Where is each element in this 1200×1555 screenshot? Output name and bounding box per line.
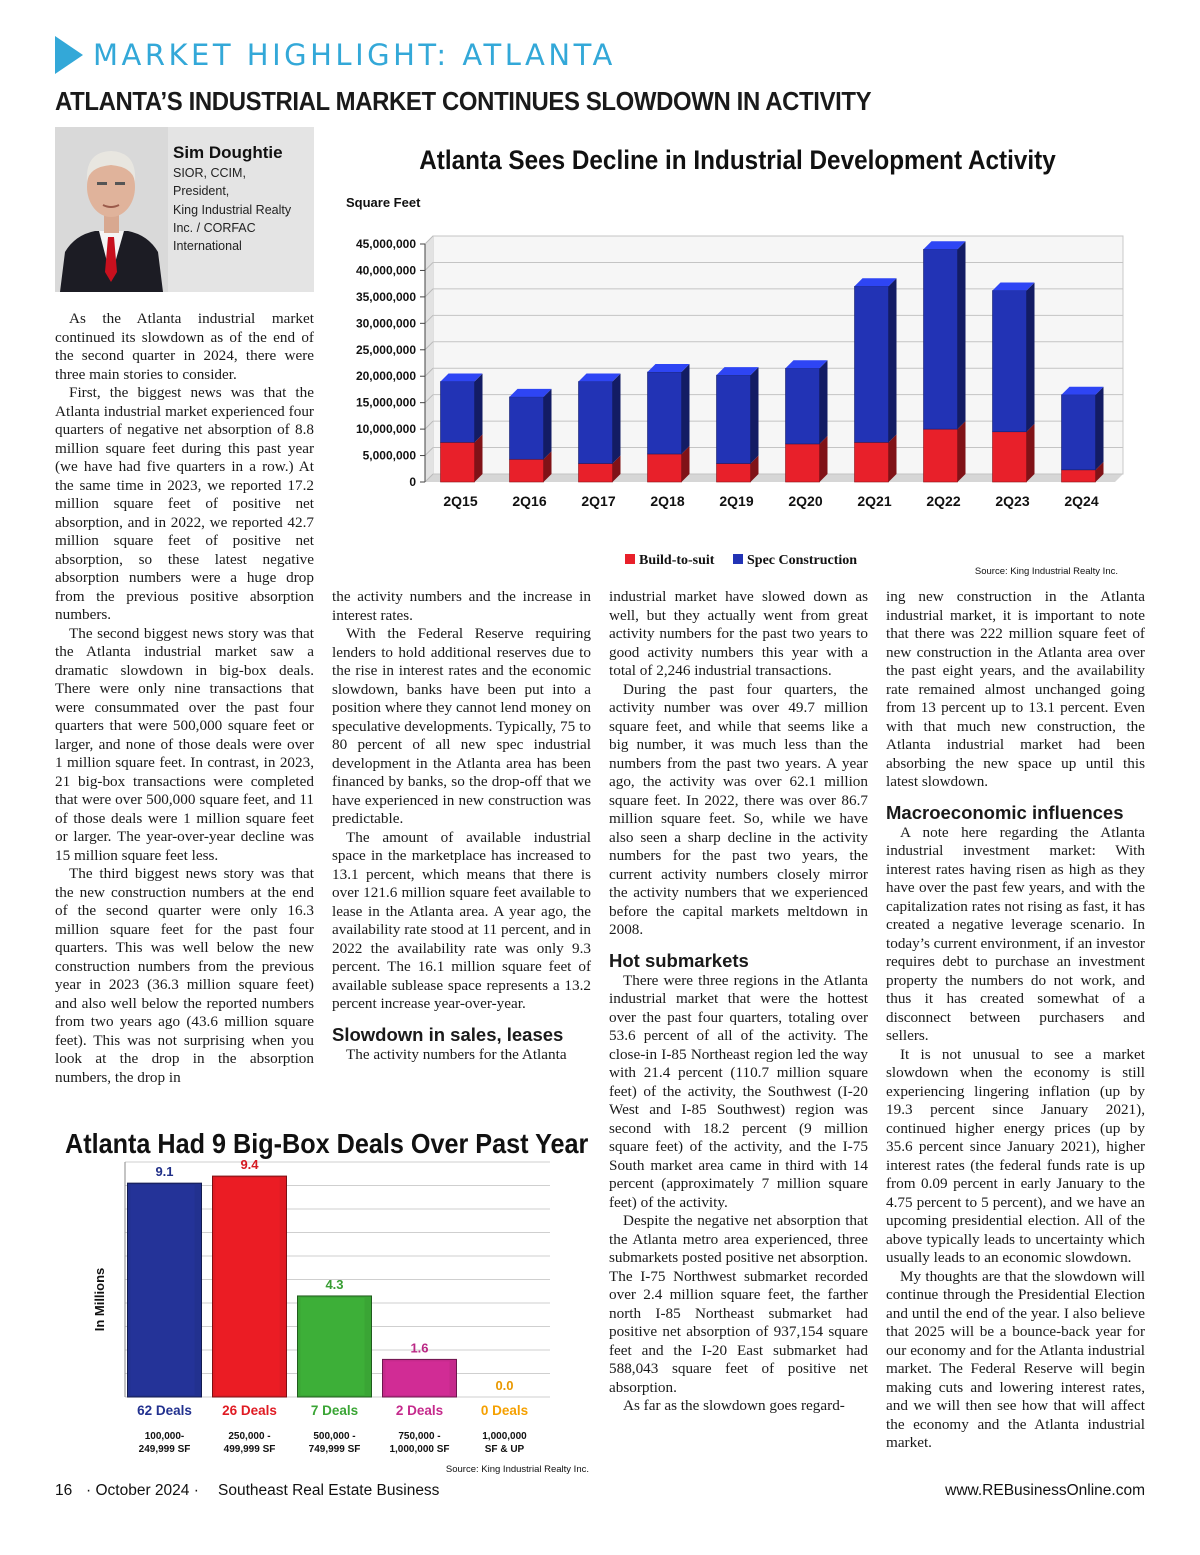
y-tick-label: 0 bbox=[409, 475, 416, 489]
x-tick-label: SF & UP bbox=[484, 1444, 525, 1455]
bar-segment-build-to-suit bbox=[993, 432, 1027, 482]
development-activity-chart bbox=[330, 140, 1145, 580]
bar-segment-spec-construction bbox=[717, 375, 751, 463]
x-tick-label: 250,000 - bbox=[228, 1431, 271, 1442]
bar-segment-side bbox=[1096, 387, 1104, 470]
article-column-4 bbox=[886, 588, 1145, 1453]
deal-count-label: 2 Deals bbox=[395, 1403, 444, 1418]
bar-segment-spec-construction bbox=[648, 372, 682, 454]
y-tick-label: 45,000,000 bbox=[355, 237, 416, 251]
bar-segment-side bbox=[889, 278, 897, 442]
paragraph: The third biggest news story was that the new construction numbers at the end of the second quarter were only 16.3 million square feet for the past four quarters. This was well below the new construction numbers from the previous year in 2023 (36.3 million square feet) and also well below the reported numbers from two years ago (43.6 million square feet). This was not surprising when you look at the drop in the absorption numbers, the drop in bbox=[55, 865, 314, 1086]
paragraph: Despite the negative net absorption that the Atlanta metro area experienced, three submarkets posted positive net absorption. The I-75 Northwest submarket recorded over 2.4 million square feet, the farther north I-85 Northeast submarket had positive net absorption of 937,154 square feet and the I-20 East submarket had 588,043 square feet of positive net absorption. bbox=[609, 1212, 868, 1396]
article-column-3 bbox=[609, 588, 868, 1416]
section-header bbox=[55, 36, 616, 74]
bar-segment-build-to-suit bbox=[648, 454, 682, 482]
y-tick-label: 35,000,000 bbox=[355, 289, 416, 304]
paragraph: With the Federal Reserve requiring lenders to hold additional reserves due to the rise in interest rates and the economic slowdown, banks have been put into a position where they cannot lend money on speculative developments. Typically, 75 to 80 percent of all new spec industrial development in the Atlanta area has been financed by banks, so the drop-off that we have experienced in new construction was predictable. bbox=[332, 625, 591, 827]
value-label: 0.0 bbox=[495, 1378, 514, 1393]
article-column-2 bbox=[332, 588, 591, 1064]
paragraph: the activity numbers and the increase in interest rates. bbox=[332, 588, 591, 624]
bar-segment-side bbox=[751, 367, 759, 463]
subheading: Macroeconomic influences bbox=[886, 801, 1124, 823]
bar-segment-spec-construction bbox=[786, 368, 820, 444]
x-tick-label: 2Q16 bbox=[512, 493, 547, 509]
y-tick-label: 25,000,000 bbox=[355, 342, 416, 357]
legend-swatch bbox=[733, 554, 743, 564]
bar-segment-spec-construction bbox=[579, 382, 613, 464]
author-credential-line: SIOR, CCIM, bbox=[173, 166, 246, 180]
y-tick-label: 40,000,000 bbox=[355, 263, 416, 278]
bar-segment-side bbox=[1027, 283, 1035, 432]
x-tick-label: 500,000 - bbox=[313, 1431, 356, 1442]
bar-segment-side bbox=[475, 374, 483, 443]
paragraph: It is not unusual to see a market slowdown when the economy is still experiencing lingering inflation (up by 19.3 percent since January 2021), continued higher energy prices (up by 35.6 percent since January 2021), higher interest rates (the federal funds rate is up from 0.09 percent in early January to the 4.75 percent to 5 percent), and we have an upcoming presidential election. All of the above typically leads to uncertainty which usually leads to an economic slowdown. bbox=[886, 1045, 1145, 1266]
value-label: 9.1 bbox=[155, 1164, 174, 1180]
deal-count-label: 7 Deals bbox=[310, 1403, 359, 1418]
legend-label: Build-to-suit bbox=[639, 553, 715, 568]
paragraph: ing new construction in the Atlanta industrial market, it is important to note that there was 222 million square feet of new construction in the Atlanta area over the past eight years, and the availability rate remained almost unchanged going from 13 percent up to 13.1 percent. Even with that much new construction, the Atlanta industrial market had been absorbing the new space up until this latest slowdown. bbox=[886, 588, 1145, 790]
bar-highlight bbox=[301, 1298, 365, 1395]
chart-source: Source: King Industrial Realty Inc. bbox=[445, 1464, 589, 1475]
chart-source: Source: King Industrial Realty Inc. bbox=[974, 566, 1118, 577]
paragraph: As far as the slowdown goes regard- bbox=[623, 1397, 845, 1414]
bar-segment-build-to-suit bbox=[855, 442, 889, 482]
headline: ATLANTA’S INDUSTRIAL MARKET CONTINUES SLOWDOWN IN ACTIVITY bbox=[55, 86, 872, 116]
website: www.REBusinessOnline.com bbox=[945, 1482, 1145, 1499]
x-tick-label: 2Q19 bbox=[719, 493, 754, 509]
deal-count-label: 0 Deals bbox=[480, 1403, 529, 1418]
x-tick-label: 2Q17 bbox=[581, 493, 616, 509]
bar-segment-side bbox=[958, 241, 966, 429]
subheading: Hot submarkets bbox=[609, 949, 749, 971]
section-label: MARKET HIGHLIGHT: ATLANTA bbox=[93, 38, 616, 72]
issue-date: · October 2024 · bbox=[86, 1482, 199, 1499]
bar-segment-side bbox=[958, 421, 966, 482]
chart-title: Atlanta Sees Decline in Industrial Development Activity bbox=[419, 145, 1056, 175]
x-tick-label: 750,000 - bbox=[398, 1431, 441, 1442]
legend-swatch bbox=[625, 554, 635, 564]
x-tick-label: 1,000,000 SF bbox=[389, 1444, 450, 1455]
paragraph: My thoughts are that the slowdown will continue through the Presidential Election and until the end of the year. I also believe that 2025 will be a bounce-back year for our economy and for the Atlanta industrial market. The Federal Reserve will begin making cuts and lowering interest rates, and we will then see how that will affect the economy and the Atlanta industrial market. bbox=[886, 1267, 1145, 1451]
bar-segment-spec-construction bbox=[855, 286, 889, 442]
chart-title: Atlanta Had 9 Big-Box Deals Over Past Year bbox=[65, 1128, 589, 1159]
value-label: 9.4 bbox=[240, 1157, 259, 1173]
legend-label: Spec Construction bbox=[747, 553, 858, 568]
bar-segment-side bbox=[820, 436, 828, 482]
y-tick-label: 10,000,000 bbox=[355, 422, 416, 437]
x-tick-label: 499,999 SF bbox=[223, 1444, 276, 1455]
value-label: 1.6 bbox=[410, 1340, 429, 1356]
x-tick-label: 2Q23 bbox=[995, 493, 1030, 509]
author-credential-line: International bbox=[173, 239, 242, 254]
author-credential-line: President, bbox=[173, 184, 230, 199]
x-tick-label: 2Q24 bbox=[1064, 493, 1099, 509]
section-arrow-icon bbox=[55, 36, 83, 74]
y-tick-label: 5,000,000 bbox=[362, 448, 416, 463]
bar-highlight bbox=[216, 1178, 280, 1395]
article-column-1 bbox=[55, 310, 314, 1087]
author-credential-line: King Industrial Realty bbox=[173, 202, 292, 217]
publication-name: Southeast Real Estate Business bbox=[218, 1482, 440, 1499]
x-tick-label: 1,000,000 bbox=[482, 1431, 527, 1442]
author-photo bbox=[55, 127, 168, 292]
bar-segment-side bbox=[889, 434, 897, 482]
bar-highlight bbox=[131, 1185, 195, 1395]
bar-segment-build-to-suit bbox=[510, 459, 544, 482]
y-tick-label: 15,000,000 bbox=[355, 395, 416, 410]
bar-segment-build-to-suit bbox=[924, 429, 958, 482]
y-axis-label: Square Feet bbox=[346, 195, 421, 210]
y-tick-label: 30,000,000 bbox=[355, 316, 416, 331]
bar-segment-spec-construction bbox=[1062, 395, 1096, 470]
x-tick-label: 249,999 SF bbox=[138, 1444, 191, 1455]
big-box-deals-plot bbox=[60, 1120, 595, 1480]
big-box-deals-chart bbox=[60, 1120, 595, 1480]
bar-segment-side bbox=[1027, 424, 1035, 482]
bar-segment-build-to-suit bbox=[786, 444, 820, 482]
bar-segment-side bbox=[475, 434, 483, 482]
author-credential-line: Inc. / CORFAC bbox=[173, 220, 256, 235]
x-tick-label: 2Q21 bbox=[857, 493, 892, 509]
y-tick-label: 20,000,000 bbox=[355, 369, 416, 384]
bar-segment-side bbox=[682, 364, 690, 454]
x-tick-label: 2Q22 bbox=[926, 493, 961, 509]
bar-segment-spec-construction bbox=[993, 291, 1027, 432]
author-credentials bbox=[173, 164, 311, 255]
bar-segment-spec-construction bbox=[510, 397, 544, 459]
bar-segment-build-to-suit bbox=[441, 442, 475, 482]
x-tick-label: 2Q18 bbox=[650, 493, 685, 509]
development-activity-plot bbox=[330, 140, 1145, 580]
plot-side-wall bbox=[425, 236, 433, 482]
deal-count-label: 26 Deals bbox=[222, 1403, 277, 1418]
author-name: Sim Doughtie bbox=[173, 143, 283, 162]
bar-segment-spec-construction bbox=[924, 249, 958, 429]
x-tick-label: 749,999 SF bbox=[308, 1444, 361, 1455]
paragraph: As the Atlanta industrial market continued its slowdown as of the end of the second quarter in 2024, there were three main stories to consider. bbox=[55, 310, 314, 383]
bar-segment-side bbox=[820, 360, 828, 444]
paragraph: First, the biggest news was that the Atlanta industrial market experienced four quarters of negative net absorption of 8.8 million square feet during this past year (we have had five quarters in a row.) At the same time in 2023, we reported 17.2 million square feet of positive net absorption, and in 2022, we reported 42.7 million square feet of positive net absorption, so these latest negative absorption numbers were a huge drop from the previous positive absorption numbers. bbox=[55, 384, 314, 623]
subheading: Slowdown in sales, leases bbox=[332, 1023, 564, 1045]
paragraph: A note here regarding the Atlanta industrial investment market: With interest rates having risen as high as they have over the past few years, and with the capitalization rates not rising as fast, it has created a negative leverage scenario. In today’s current environment, if an investor requires debt to purchase an investment property the numbers do not work, and thus it has created somewhat of a disconnect between purchasers and sellers. bbox=[886, 823, 1145, 1044]
x-tick-label: 2Q15 bbox=[443, 493, 478, 509]
x-tick-label: 2Q20 bbox=[788, 493, 823, 509]
paragraph: industrial market have slowed down as well, but they actually went from great activity numbers for the past two years to good activity numbers this year with a total of 2,246 industrial transactions. bbox=[609, 588, 868, 679]
bar-segment-spec-construction bbox=[441, 382, 475, 443]
paragraph: The activity numbers for the Atlanta bbox=[346, 1045, 567, 1063]
author-box bbox=[55, 127, 314, 292]
bar-segment-build-to-suit bbox=[579, 463, 613, 482]
y-axis-label: In Millions bbox=[92, 1267, 107, 1332]
bar-segment-side bbox=[613, 374, 621, 464]
paragraph: During the past four quarters, the activity number was over 49.7 million square feet, and while that seems like a big number, it was much less than the numbers from the past two years. A year ago, the activity was over 62.1 million square feet. In 2022, there was over 86.7 million square feet. So, while we have also seen a sharp decline in the activity numbers for the past two years, the current activity numbers closely mirror the activity numbers that we experienced before the capital markets meltdown in 2008. bbox=[609, 680, 868, 938]
paragraph: There were three regions in the Atlanta industrial market that were the hottest over the past four quarters, totaling over 53.6 percent of all of the activity. The close-in I-85 Northeast region led the way with 21.4 percent (110.7 million square feet) of the activity, the Southwest (I-20 West and I-85 Southwest) region was second with 18.2 percent (9 million square feet) of the activity, and the I-75 South market area came in third with 14 percent (approximately 7 million square feet) of the activity. bbox=[609, 971, 868, 1211]
bar-highlight bbox=[386, 1361, 450, 1395]
bar-segment-build-to-suit bbox=[717, 463, 751, 482]
paragraph: The second biggest news story was that the Atlanta industrial market saw a dramatic slowdown in big-box deals. There were only nine transactions that were consummated over the past four quarters that were 500,000 square feet or larger, and none of those deals were over 1 million square feet. In contrast, in 2023, 21 big-box transactions were completed that were over 500,000 square feet, and 11 of those deals were 1 million square feet or larger. The year-over-year decline was 15 million square feet less. bbox=[55, 624, 314, 864]
bar-segment-build-to-suit bbox=[1062, 470, 1096, 482]
x-tick-label: 100,000- bbox=[144, 1431, 185, 1442]
deal-count-label: 62 Deals bbox=[137, 1403, 192, 1418]
bar-segment-side bbox=[544, 389, 552, 459]
paragraph: The amount of available industrial space in the marketplace has increased to 13.1 percent, which means that there is over 121.6 million square feet available to lease in the Atlanta area. A year ago, the availability rate stood at 11 percent, and in 2022 the availability rate was only 9.3 percent. The 16.1 million square feet of available sublease space represents a 13.2 percent increase year-over-year. bbox=[332, 828, 591, 1012]
page-number: 16 bbox=[55, 1482, 73, 1499]
value-label: 4.3 bbox=[325, 1276, 344, 1292]
